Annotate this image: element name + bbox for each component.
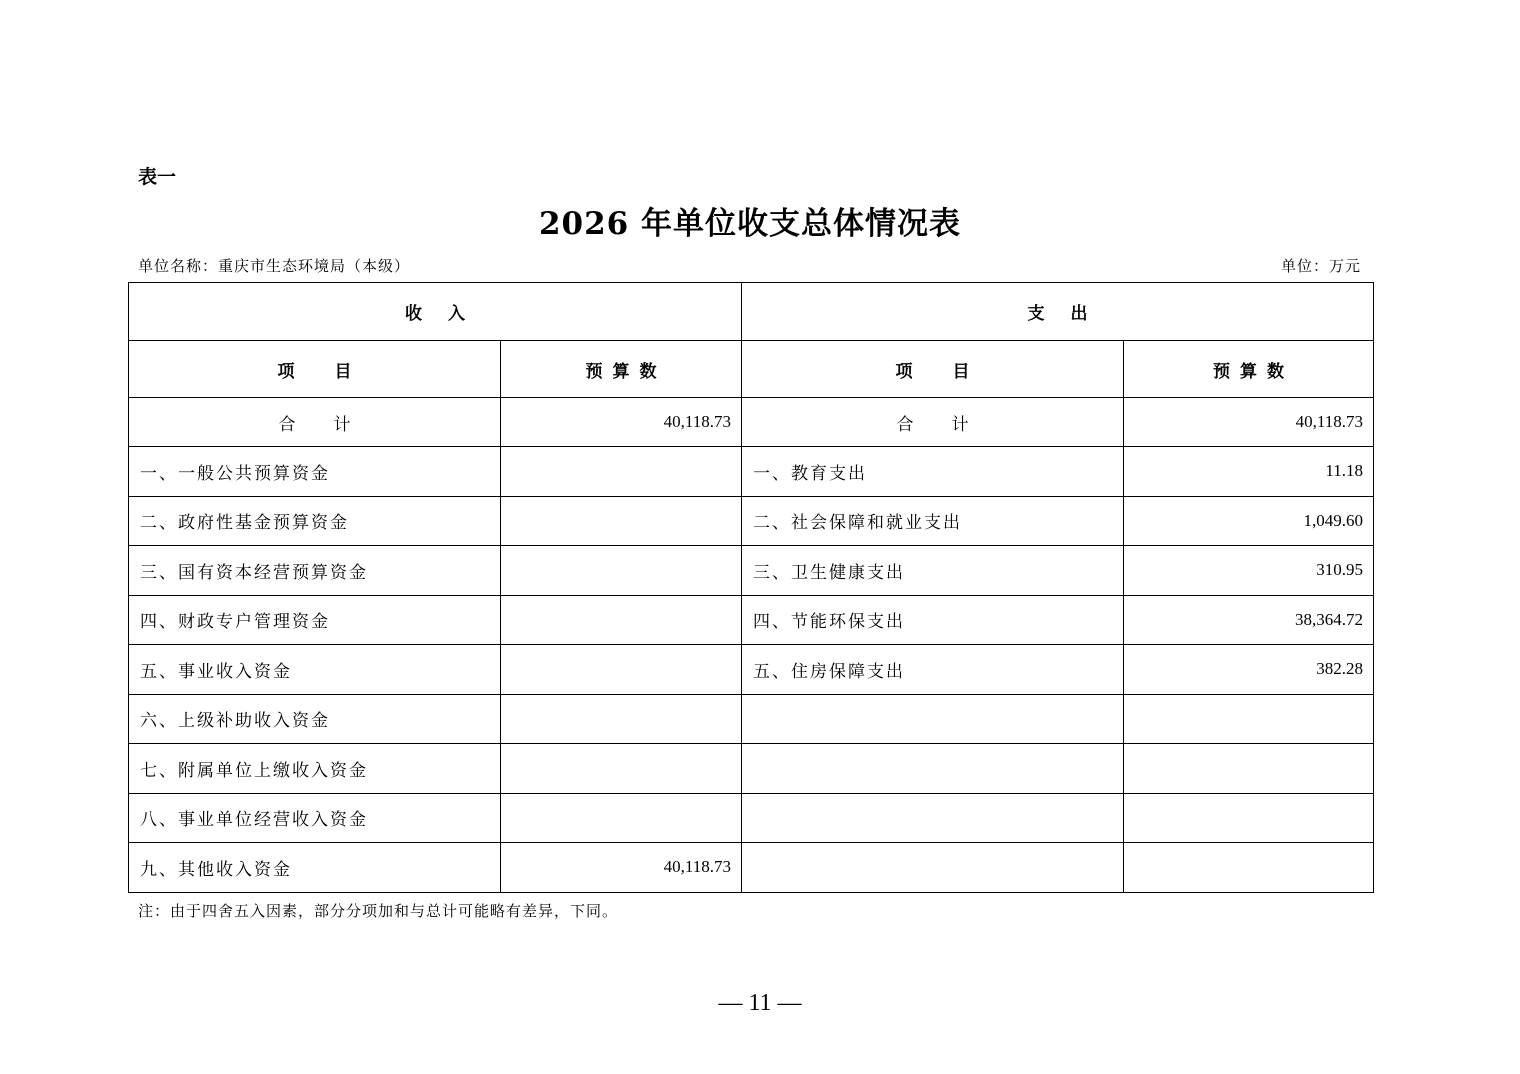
income-item: 四、财政专户管理资金 [129,595,501,645]
expense-total-amount: 40,118.73 [1124,398,1374,447]
income-amount-column-header: 预算数 [501,341,742,398]
income-amount [501,744,742,794]
expense-section-header: 支出 [742,283,1374,341]
organization-name: 单位名称：重庆市生态环境局（本级） [138,257,411,275]
income-item-column-header: 项目 [129,341,501,398]
expense-amount: 11.18 [1124,447,1374,497]
expense-item: 三、卫生健康支出 [742,546,1124,596]
unit-label: 单位：万元 [1280,257,1361,275]
expense-amount-column-header: 预算数 [1124,341,1374,398]
table-label: 表一 [138,166,177,188]
expense-item: 四、节能环保支出 [742,595,1124,645]
footnote: 注：由于四舍五入因素，部分分项加和与总计可能略有差异，下同。 [138,902,619,920]
income-amount [501,645,742,695]
income-amount [501,595,742,645]
income-amount [501,496,742,546]
income-amount [501,546,742,596]
income-item: 六、上级补助收入资金 [129,694,501,744]
income-amount [501,447,742,497]
expense-item [742,694,1124,744]
expense-amount: 310.95 [1124,546,1374,596]
page-number: — 11 — [718,990,802,1016]
expense-amount [1124,744,1374,794]
expense-item: 二、社会保障和就业支出 [742,496,1124,546]
expense-total-label: 合计 [742,398,1124,447]
expense-amount: 1,049.60 [1124,496,1374,546]
total-row [129,398,1374,447]
table-row [129,595,1374,645]
expense-item [742,793,1124,843]
table-row [129,694,1374,744]
expense-item [742,843,1124,893]
expense-item: 五、住房保障支出 [742,645,1124,695]
expense-amount [1124,793,1374,843]
expense-item: 一、教育支出 [742,447,1124,497]
income-item: 三、国有资本经营预算资金 [129,546,501,596]
expense-item [742,744,1124,794]
income-amount [501,694,742,744]
section-header-row [129,283,1374,341]
income-item: 二、政府性基金预算资金 [129,496,501,546]
income-item: 五、事业收入资金 [129,645,501,695]
expense-amount: 38,364.72 [1124,595,1374,645]
expense-amount: 382.28 [1124,645,1374,695]
table-row [129,546,1374,596]
table-row [129,793,1374,843]
table-row [129,645,1374,695]
income-amount [501,793,742,843]
table-row [129,447,1374,497]
income-total-amount: 40,118.73 [501,398,742,447]
column-header-row [129,341,1374,398]
income-item: 一、一般公共预算资金 [129,447,501,497]
income-amount: 40,118.73 [501,843,742,893]
income-total-label: 合计 [129,398,501,447]
income-item: 七、附属单位上缴收入资金 [129,744,501,794]
expense-amount [1124,694,1374,744]
page-title: 2026 年单位收支总体情况表 [538,206,962,242]
table-row [129,843,1374,893]
budget-table [128,282,1374,893]
table-row [129,744,1374,794]
income-section-header: 收入 [129,283,742,341]
table-row [129,496,1374,546]
income-item: 八、事业单位经营收入资金 [129,793,501,843]
expense-item-column-header: 项目 [742,341,1124,398]
expense-amount [1124,843,1374,893]
income-item: 九、其他收入资金 [129,843,501,893]
